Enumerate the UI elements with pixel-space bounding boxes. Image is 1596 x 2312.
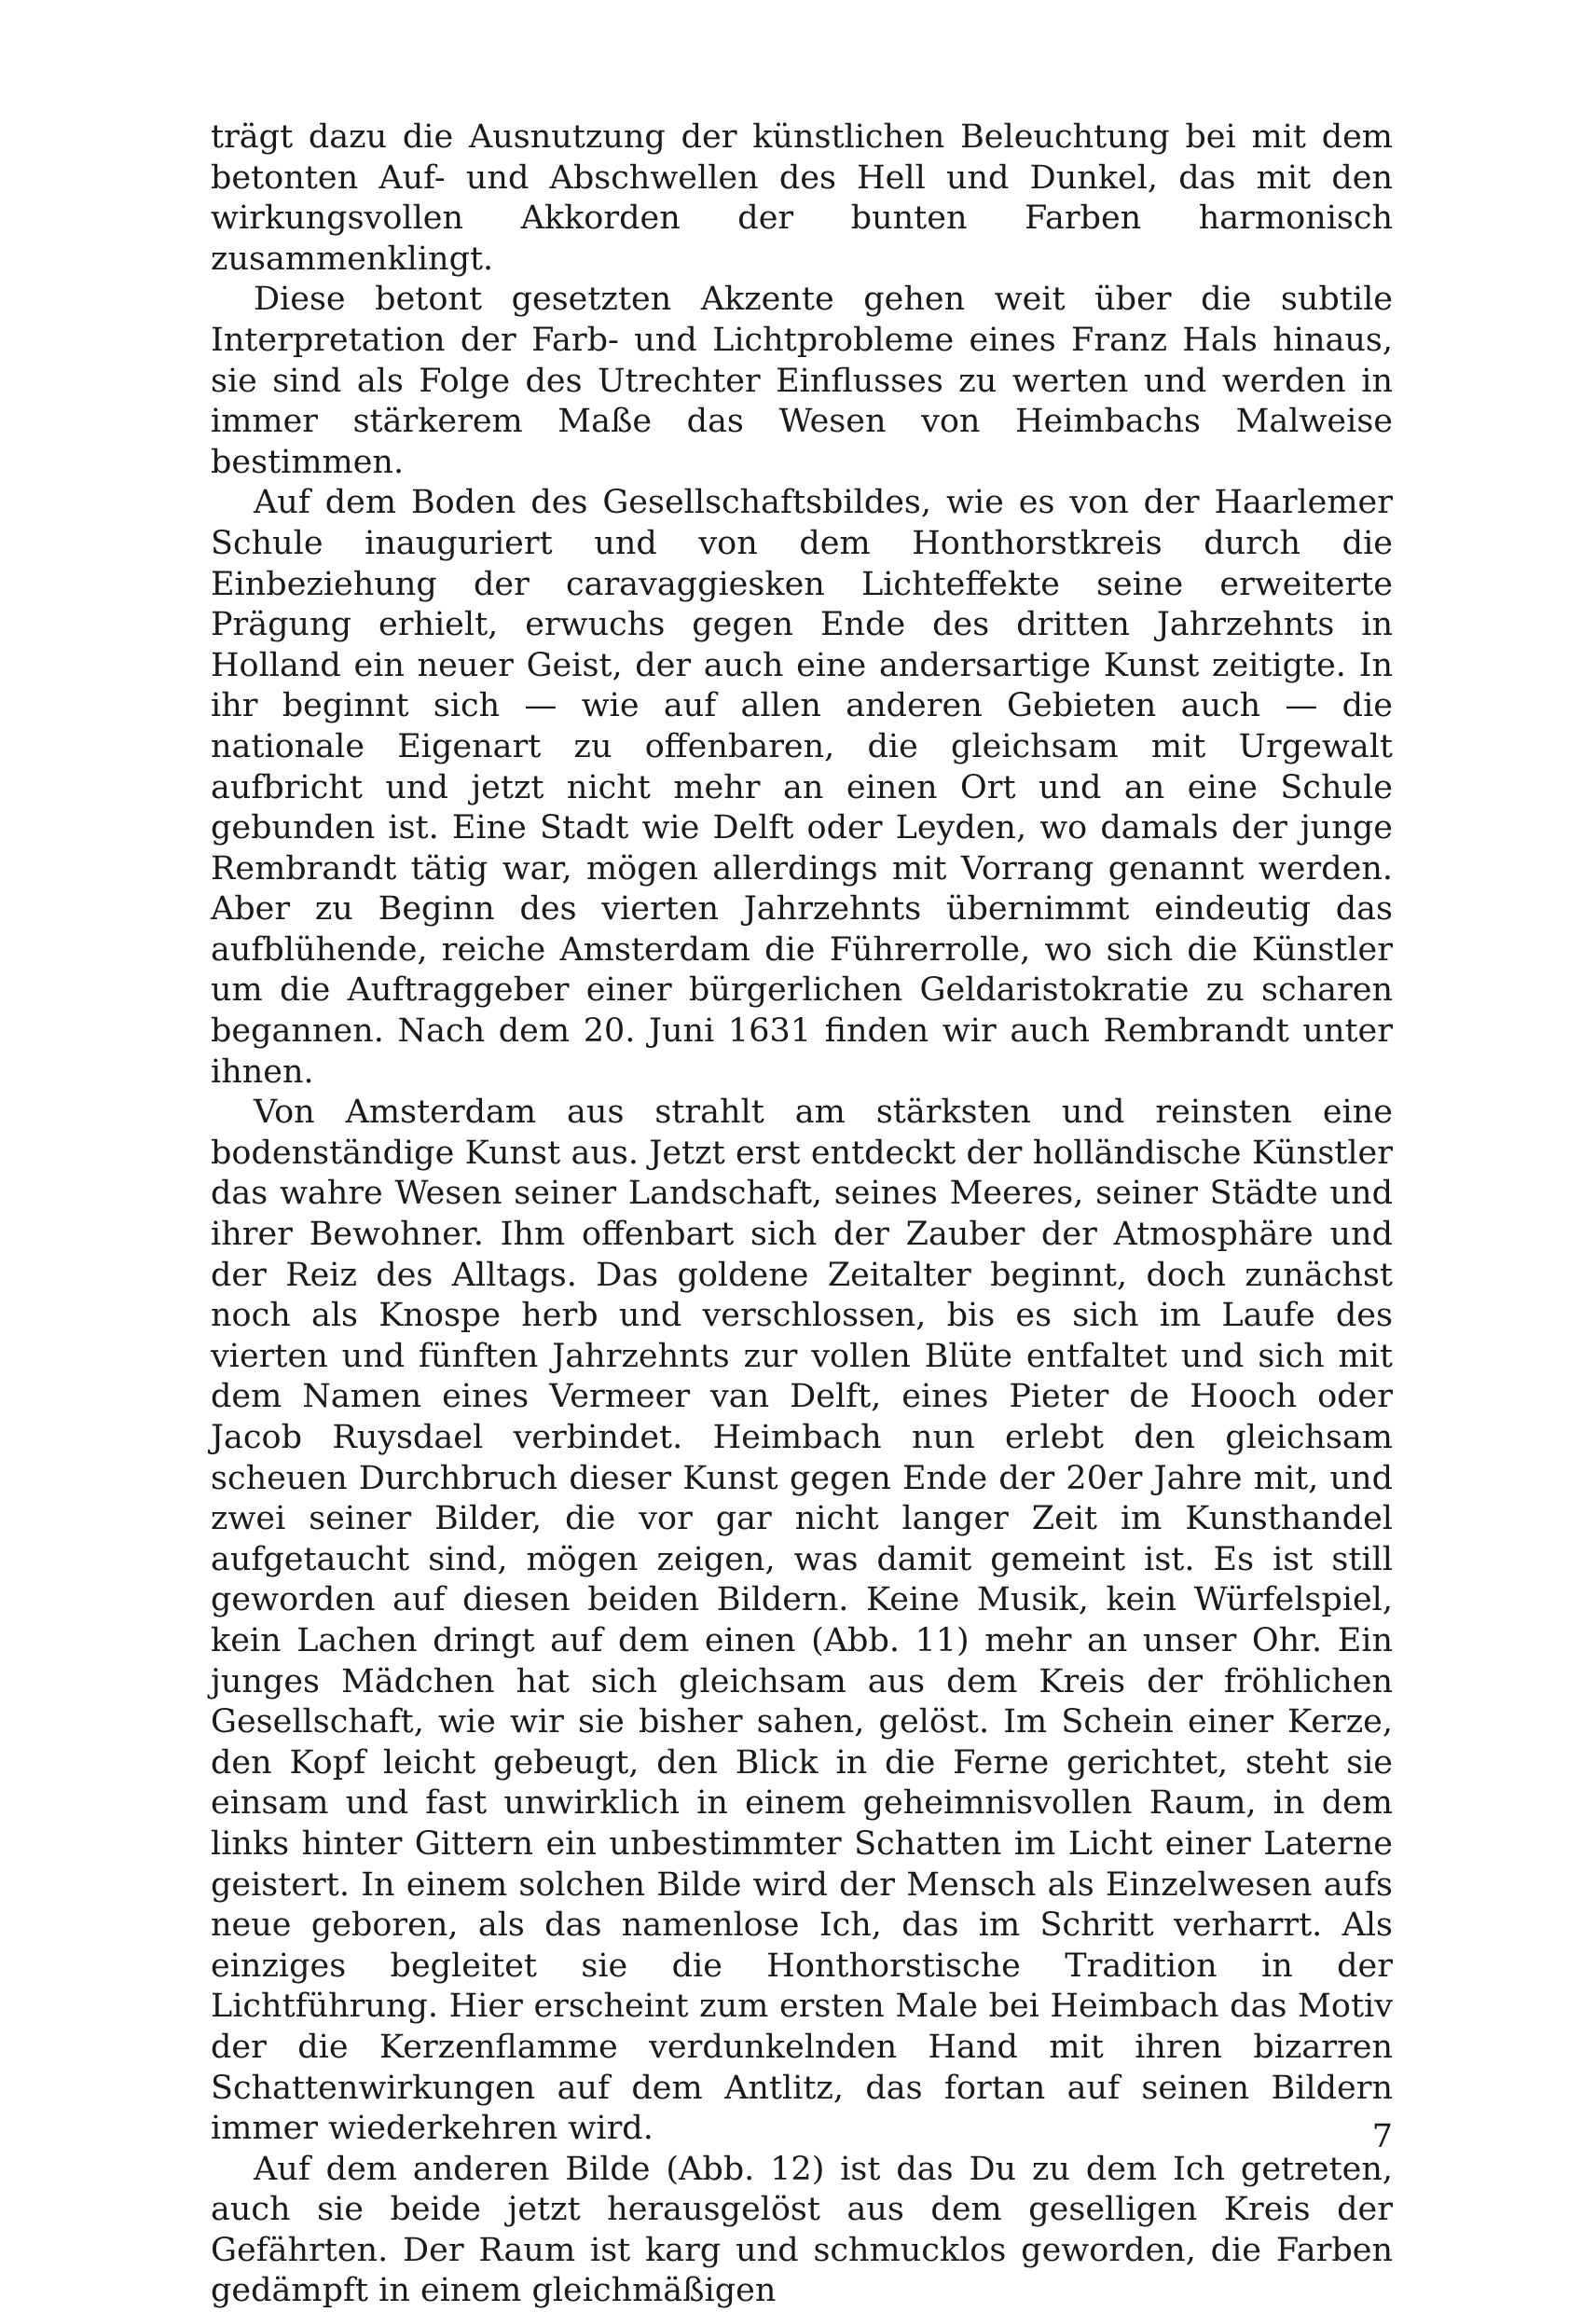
paragraph-4: Von Amsterdam aus strahlt am stärksten und reinsten eine bodenständige Kunst aus. Jetzt erst entdeckt der holländische Künstler das wahre Wesen seiner Landschaft, seines Meeres, seiner Städte und ihrer Bewohner. Ihm offenbart sich der Zauber der Atmosphäre und der Reiz des Alltags. Das goldene Zeitalter beginnt, doch zunächst noch als Knospe herb und verschlossen, bis es sich im Laufe des vierten und fünften Jahrzehnts zur vollen Blüte entfaltet und sich mit dem Namen eines Vermeer van Delft, eines Pieter de Hooch oder Jacob Ruysdael verbindet. Heimbach nun erlebt den gleichsam scheuen Durchbruch dieser Kunst gegen Ende der 20er Jahre mit, und zwei seiner Bilder, die vor gar nicht langer Zeit im Kunsthandel aufgetaucht sind, mögen zeigen, was damit gemeint ist. Es ist still geworden auf diesen beiden Bildern. Keine Musik, kein Würfelspiel, kein Lachen dringt auf dem einen (Abb. 11) mehr an unser Ohr. Ein junges Mädchen hat sich gleichsam aus dem Kreis der fröhlichen Gesellschaft, wie wir sie bisher sahen, gelöst. Im Schein einer Kerze, den Kopf leicht gebeugt, den Blick in die Ferne gerichtet, steht sie einsam und fast unwirklich in einem geheimnisvollen Raum, in dem links hinter Gittern ein unbestimmter Schatten im Licht einer Laterne geistert. In einem solchen Bilde wird der Mensch als Einzelwesen aufs neue geboren, als das namenlose Ich, das im Schritt verharrt. Als einziges begleitet sie die Honthorstische Tradition in der Lichtführung. Hier erscheint zum ersten Male bei Heimbach das Motiv der die Kerzenflamme verdunkelnden Hand mit ihren bizarren Schattenwirkungen auf dem Antlitz, das fortan auf seinen Bildern immer wiederkehren wird. [211,1094,1393,2148]
paragraph-2: Diese betont gesetzten Akzente gehen weit über die subtile Interpretation der Farb- und Lichtprobleme eines Franz Hals hinaus, sie sind als Folge des Utrechter Einflusses zu werten und werden in immer stärkerem Maße das Wesen von Heimbachs Malweise bestimmen. [211,281,1393,481]
page-number: 7 [1371,2118,1393,2155]
body-text [211,117,1393,2312]
paragraph-5: Auf dem anderen Bilde (Abb. 12) ist das Du zu dem Ich getreten, auch sie beide jetzt herausgelöst aus dem geselligen Kreis der Gefährten. Der Raum ist karg und schmucklos geworden, die Farben gedämpft in einem gleichmäßigen [211,2150,1393,2310]
paragraph-1: trägt dazu die Ausnutzung der künstlichen Beleuchtung bei mit dem betonten Auf- und Abschwellen des Hell und Dunkel, das mit den wirkungsvollen Akkorden der bunten Farben harmonisch zusammenklingt. [211,118,1393,278]
paragraph-3: Auf dem Boden des Gesellschaftsbildes, wie es von der Haarlemer Schule inauguriert und von dem Honthorstkreis durch die Einbeziehung der caravaggiesken Lichteffekte seine erweiterte Prägung erhielt, erwuchs gegen Ende des dritten Jahrzehnts in Holland ein neuer Geist, der auch eine andersartige Kunst zeitigte. In ihr beginnt sich — wie auf allen anderen Gebieten auch — die nationale Eigenart zu offenbaren, die gleichsam mit Urgewalt aufbricht und jetzt nicht mehr an einen Ort und an eine Schule gebunden ist. Eine Stadt wie Delft oder Leyden, wo damals der junge Rembrandt tätig war, mögen allerdings mit Vorrang genannt werden. Aber zu Beginn des vierten Jahrzehnts übernimmt eindeutig das aufblühende, reiche Amsterdam die Führerrolle, wo sich die Künstler um die Auftraggeber einer bürgerlichen Geldaristokratie zu scharen begannen. Nach dem 20. Juni 1631 finden wir auch Rembrandt unter ihnen. [211,484,1393,1091]
